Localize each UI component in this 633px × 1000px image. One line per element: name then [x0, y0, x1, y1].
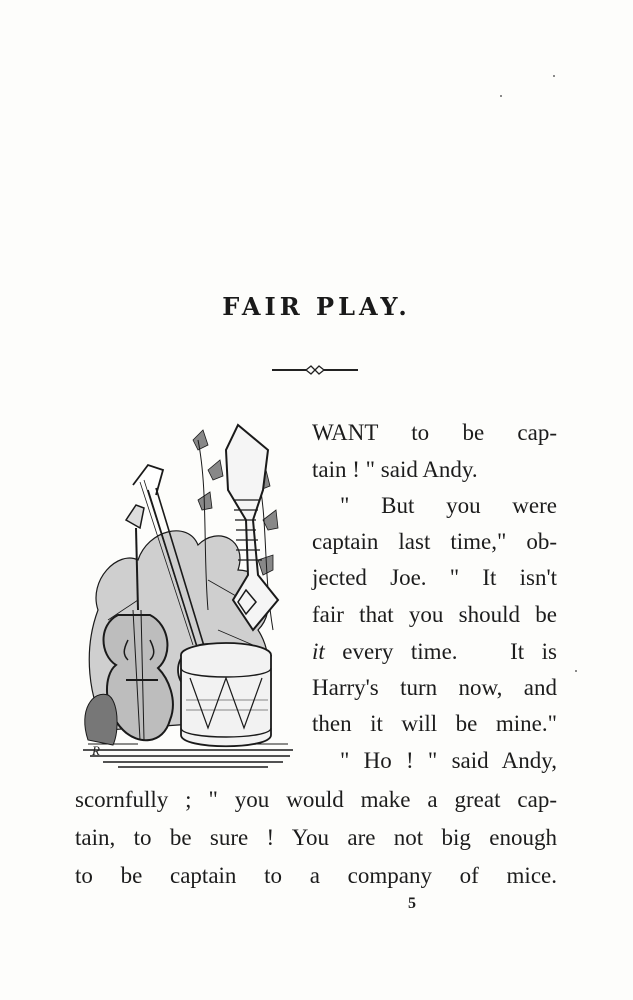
text-line: jected Joe. " It isn't: [312, 565, 557, 590]
text-line: to be captain to a company of mice.: [75, 863, 557, 888]
text-line: captain last time," ob-: [312, 529, 557, 554]
text-line: " Ho ! " said Andy,: [340, 748, 557, 773]
chapter-title: FAIR PLAY.: [222, 292, 411, 321]
illustrator-signature: R: [92, 743, 100, 758]
paper-speck: [500, 95, 502, 97]
text-line: tain, to be sure ! You are not big enough: [75, 825, 557, 850]
text-line: then it will be mine.": [312, 711, 557, 736]
text-line: tain ! " said Andy.: [312, 457, 478, 482]
instruments-illustration: [78, 410, 303, 778]
text-line: fair that you should be: [312, 602, 557, 627]
text-line: scornfully ; " you would make a great cap-: [75, 787, 557, 812]
text-line: WANT to be cap-: [312, 420, 557, 445]
paper-speck: [553, 75, 555, 77]
ornament-divider: [270, 362, 360, 378]
paper-speck: [575, 670, 577, 672]
text-line: " But you were: [340, 493, 557, 518]
page-number: 5: [408, 895, 416, 912]
text-line: it every time. It is: [312, 639, 557, 664]
text-line: Harry's turn now, and: [312, 675, 557, 700]
